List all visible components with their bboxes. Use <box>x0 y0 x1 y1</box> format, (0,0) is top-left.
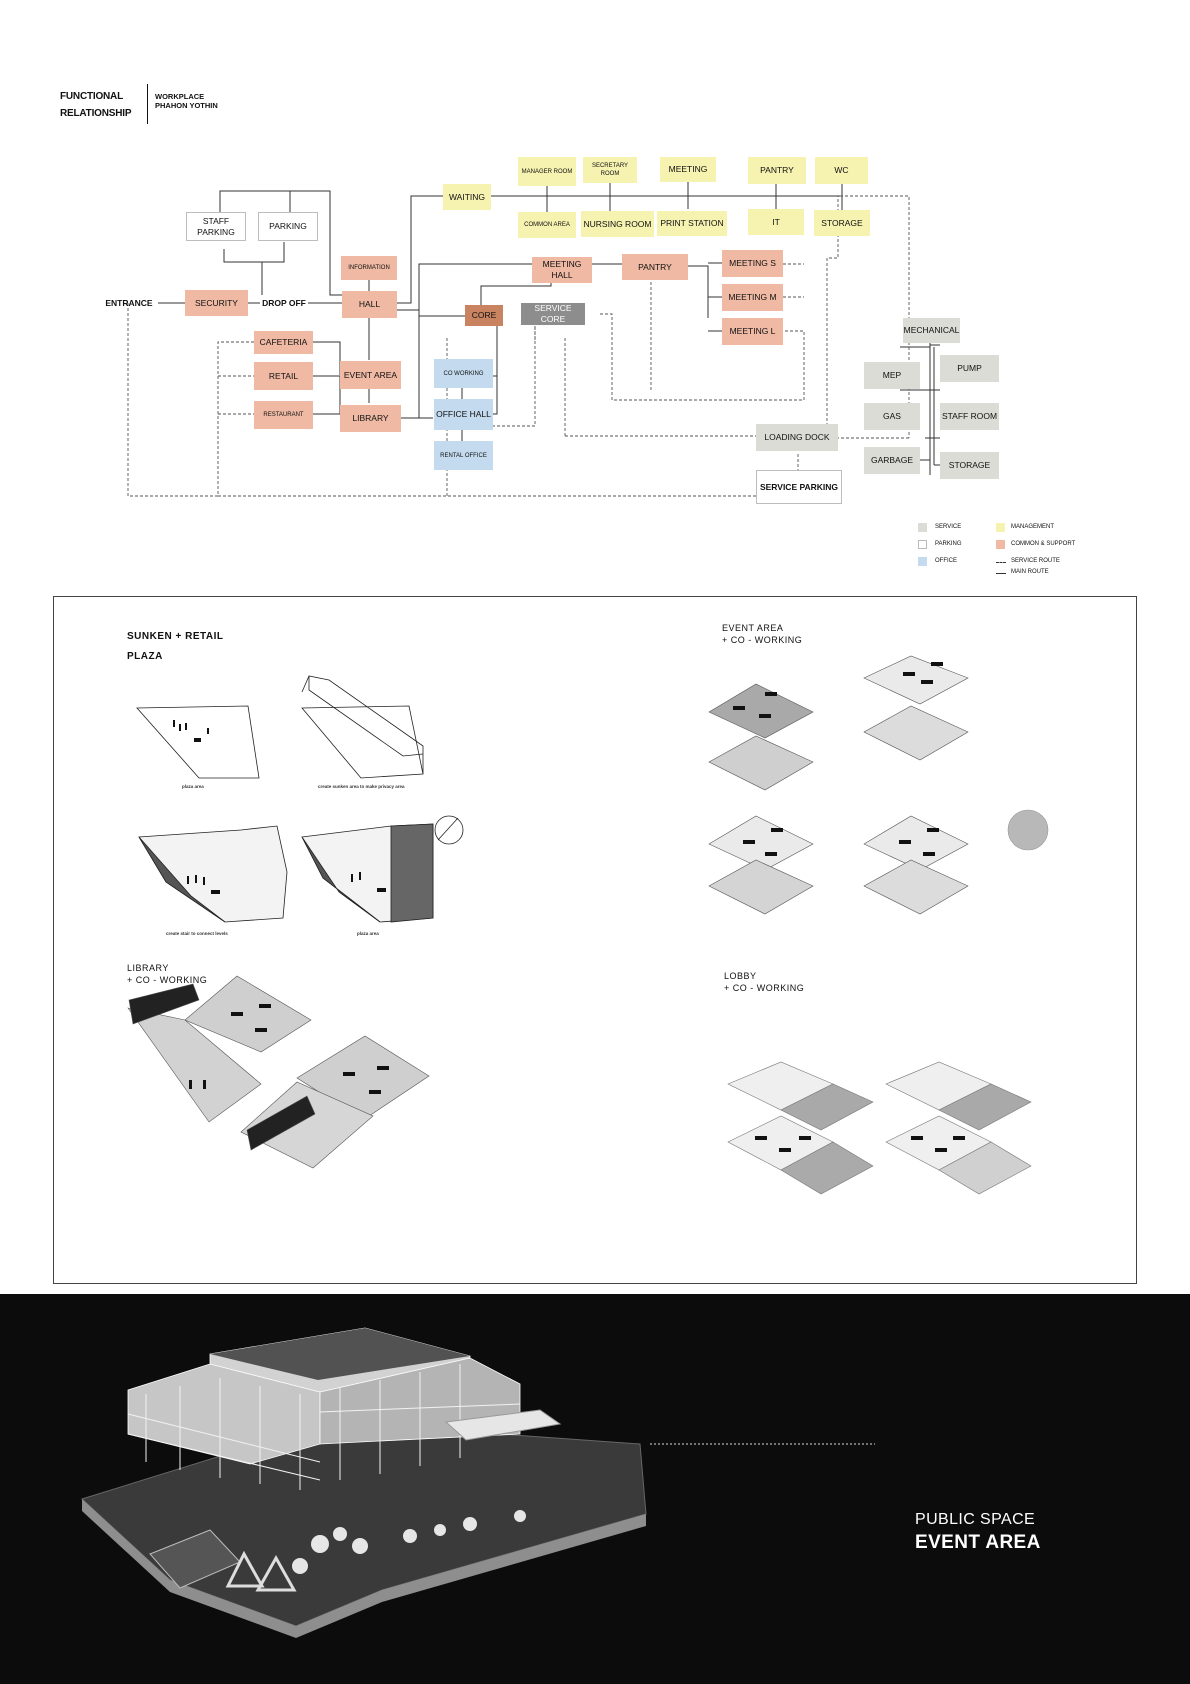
public-space-label: PUBLIC SPACE <box>915 1511 1036 1528</box>
node-loading-dock: LOADING DOCK <box>756 424 838 451</box>
legend-office: OFFICE <box>935 558 957 564</box>
node-common-area: COMMON AREA <box>518 212 576 238</box>
node-service-core: SERVICE CORE <box>521 303 585 325</box>
node-meeting-hall: MEETING HALL <box>532 257 592 283</box>
node-restaurant: RESTAURANT <box>254 401 313 429</box>
node-entrance: ENTRANCE <box>105 297 153 308</box>
node-mechanical: MECHANICAL <box>903 318 960 343</box>
study-drawings <box>53 596 1137 1284</box>
title-line-2: RELATIONSHIP <box>60 108 132 119</box>
legend-swatch-parking <box>918 540 927 549</box>
building-axonometric <box>0 1294 1190 1684</box>
node-garbage: GARBAGE <box>864 447 920 474</box>
legend-management: MANAGEMENT <box>1011 524 1055 530</box>
node-it: IT <box>748 209 804 235</box>
title-line: + CO - WORKING <box>722 635 803 645</box>
legend-service: SERVICE <box>935 524 962 530</box>
event-area-label: EVENT AREA <box>915 1532 1041 1553</box>
node-pantry-mid: PANTRY <box>622 254 688 280</box>
title-line: LIBRARY <box>127 963 169 973</box>
node-core: CORE <box>465 305 503 326</box>
title-line: SUNKEN + RETAIL <box>127 631 224 642</box>
node-drop-off: DROP OFF <box>262 297 306 308</box>
title-line: + CO - WORKING <box>724 983 805 993</box>
library-sketches <box>128 976 429 1168</box>
node-staff-parking <box>186 212 246 241</box>
legend-swatch-office <box>918 557 927 566</box>
node-meeting-s: MEETING S <box>722 250 783 277</box>
node-security: SECURITY <box>185 290 248 316</box>
caption-plaza-area-2: plaza area <box>357 931 379 936</box>
node-manager-room: MANAGER ROOM <box>518 157 576 186</box>
node-storage-top: STORAGE <box>814 210 870 236</box>
node-retail: RETAIL <box>254 362 313 390</box>
legend-parking: PARKING <box>935 541 962 547</box>
node-gas: GAS <box>864 403 920 430</box>
legend-line-main-route <box>996 573 1006 574</box>
event-area-sketches <box>709 656 1048 914</box>
node-hall: HALL <box>342 291 397 318</box>
node-label: STAFF <box>202 215 230 226</box>
node-information: INFORMATION <box>341 256 397 280</box>
title-line: + CO - WORKING <box>127 975 208 985</box>
lobby-sketches <box>728 1062 1031 1194</box>
node-library: LIBRARY <box>340 405 401 432</box>
node-meeting-m: MEETING M <box>722 284 783 311</box>
node-secretary-room <box>583 157 637 183</box>
legend-swatch-service <box>918 523 927 532</box>
sunken-plaza-sketches <box>137 676 463 922</box>
caption-plaza-area: plaza area <box>182 784 204 789</box>
node-cafeteria: CAFETERIA <box>254 331 313 354</box>
title-line: PLAZA <box>127 651 163 662</box>
node-parking: PARKING <box>258 212 318 241</box>
node-label: PARKING <box>197 226 235 237</box>
project-line-2: PHAHON YOTHIN <box>155 101 218 110</box>
node-print-station: PRINT STATION <box>657 211 727 236</box>
node-nursing-room: NURSING ROOM <box>581 211 654 237</box>
caption-stair: create stair to connect levels <box>166 931 228 936</box>
node-wc: WC <box>815 157 868 184</box>
legend-main-route: MAIN ROUTE <box>1011 569 1049 575</box>
node-mep: MEP <box>864 362 920 389</box>
node-pump: PUMP <box>940 355 999 382</box>
node-label: ROOM <box>600 171 620 177</box>
legend-line-service-route <box>996 562 1006 563</box>
node-co-working: CO WORKING <box>434 359 493 388</box>
caption-sunken-area: create sunken area to make privacy area <box>318 784 405 789</box>
legend-service-route: SERVICE ROUTE <box>1011 558 1060 564</box>
title-line: LOBBY <box>724 971 757 981</box>
legend-swatch-common <box>996 540 1005 549</box>
node-event-area: EVENT AREA <box>340 361 401 389</box>
node-label: SECRETARY <box>591 163 629 169</box>
node-pantry-top: PANTRY <box>748 157 806 184</box>
project-line-1: WORKPLACE <box>155 92 205 101</box>
service-routes <box>128 196 909 496</box>
node-rental-office: RENTAL OFFICE <box>434 441 493 470</box>
title-line: EVENT AREA <box>722 623 784 633</box>
legend-swatch-management <box>996 523 1005 532</box>
node-service-parking: SERVICE PARKING <box>756 470 842 504</box>
title-line-1: FUNCTIONAL <box>60 91 123 102</box>
legend-common-support: COMMON & SUPPORT <box>1011 541 1076 547</box>
node-meeting: MEETING <box>660 157 716 182</box>
node-meeting-l: MEETING L <box>722 318 783 345</box>
node-office-hall: OFFICE HALL <box>434 399 493 430</box>
node-storage-right: STORAGE <box>940 452 999 479</box>
node-staff-room: STAFF ROOM <box>940 403 999 430</box>
relationship-connectors <box>0 0 1190 600</box>
node-waiting: WAITING <box>443 184 491 210</box>
